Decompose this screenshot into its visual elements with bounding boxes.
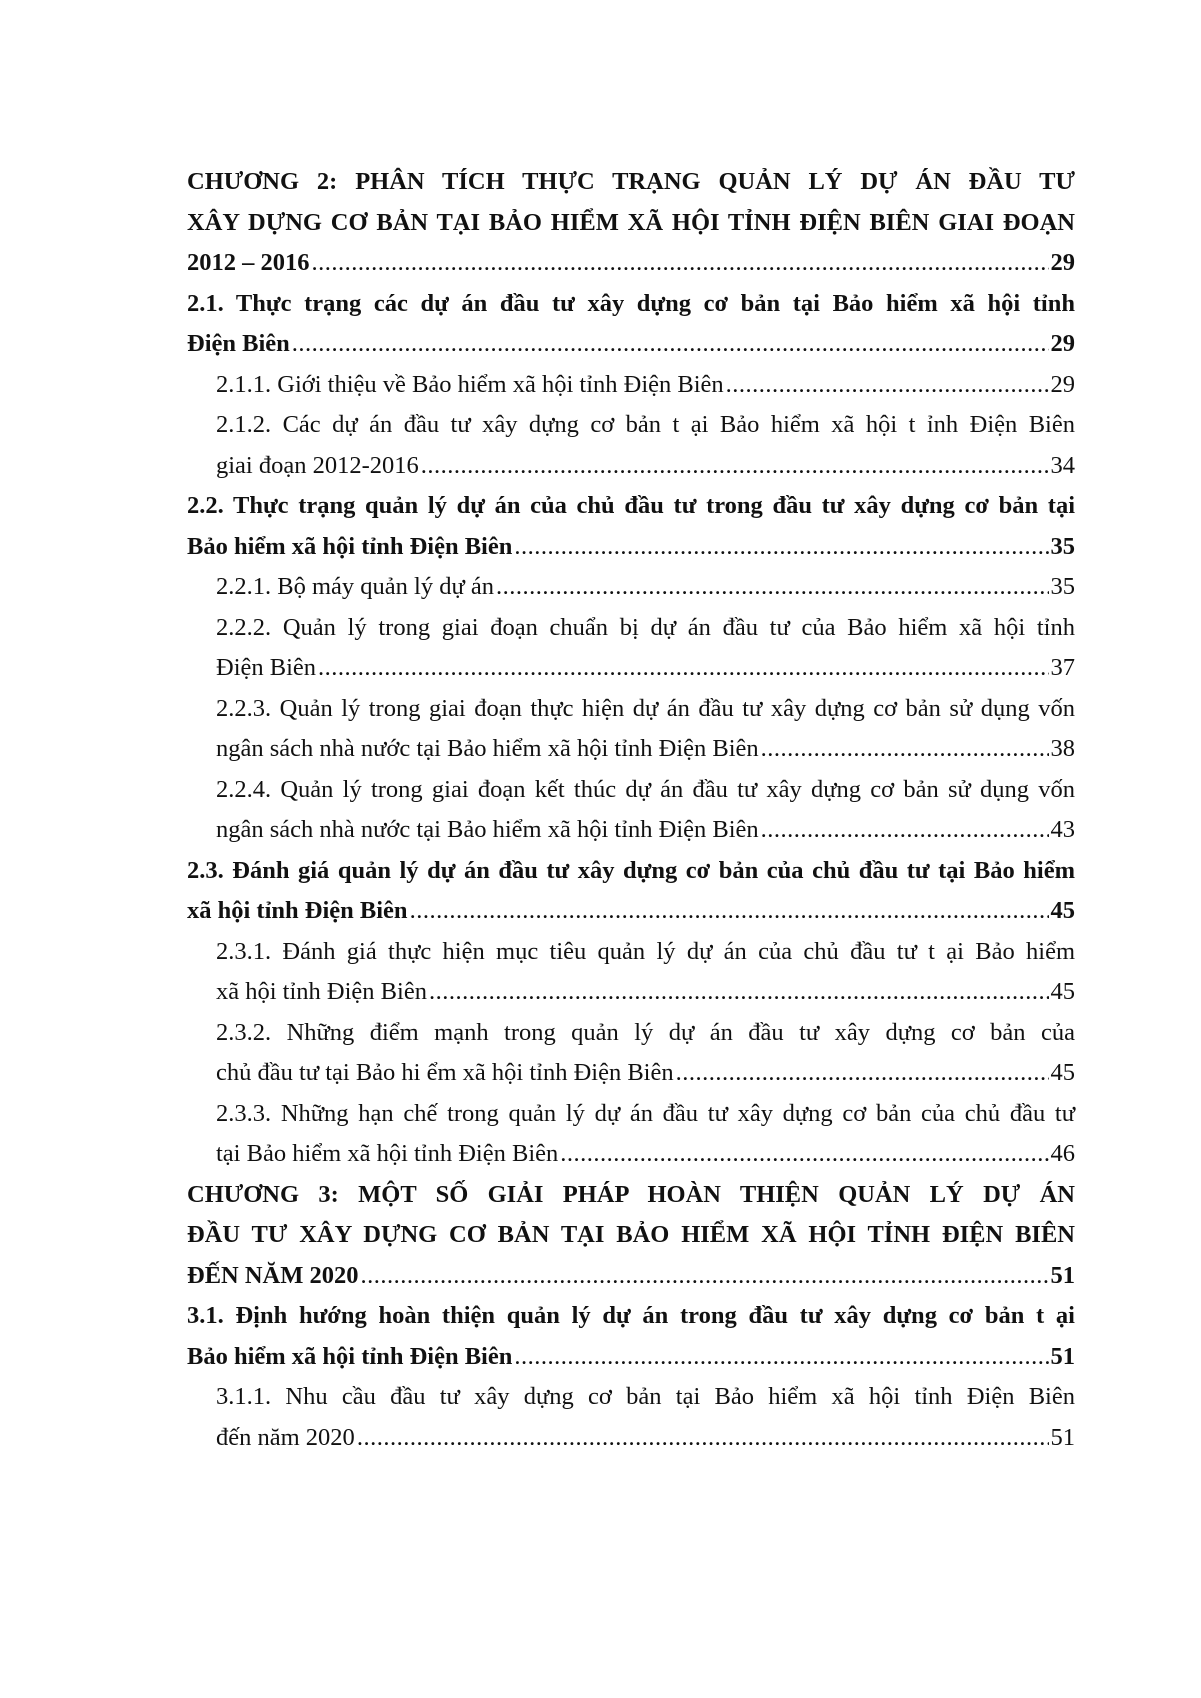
dot-leader — [292, 324, 1049, 365]
toc-subsection-entry — [187, 1377, 1075, 1458]
toc-page-number: 29 — [1050, 249, 1075, 276]
dot-leader — [429, 972, 1049, 1013]
dot-leader — [514, 527, 1048, 568]
toc-entry-text: CHƯƠNG 3: MỘT SỐ GIẢI PHÁP HOÀN THIỆN QUẢN LÝ DỰ ÁN — [187, 1180, 1075, 1208]
toc-page-number: 37 — [1050, 654, 1075, 681]
dot-leader — [357, 1418, 1049, 1459]
toc-page-number: 51 — [1050, 1342, 1075, 1370]
toc-subsection-entry — [187, 1013, 1075, 1094]
toc-entry-text: 2.2.2. Quản lý trong giai đoạn chuẩn bị dự án đầu tư của Bảo hiểm xã hội tỉnh — [216, 613, 1075, 641]
toc-page-number: 29 — [1050, 330, 1075, 357]
toc-entry-text: Điện Biên — [216, 654, 317, 681]
toc-entry-last-line — [187, 324, 1075, 365]
toc-entry-last-line — [187, 527, 1075, 568]
toc-subsection-entry — [187, 689, 1075, 770]
dot-leader — [421, 446, 1049, 487]
toc-subsection-entry — [187, 405, 1075, 486]
toc-entry-last-line — [216, 810, 1075, 851]
toc-entry-last-line — [216, 972, 1075, 1013]
toc-entry-text: 3.1.1. Nhu cầu đầu tư xây dựng cơ bản tại Bảo hiểm xã hội tỉnh Điện Biên — [216, 1383, 1075, 1410]
toc-entry-text: 3.1. Định hướng hoàn thiện quản lý dự án trong đầu tư xây dựng cơ bản t ại — [187, 1302, 1075, 1329]
toc-entry-text: Bảo hiểm xã hội tỉnh Điện Biên — [187, 1342, 513, 1370]
toc-subsection-entry — [187, 932, 1075, 1013]
toc-page-number: 35 — [1050, 532, 1075, 560]
toc-entry-text: ngân sách nhà nước tại Bảo hiểm xã hội tỉnh Điện Biên — [216, 735, 759, 762]
toc-entry-text: đến năm 2020 — [216, 1423, 355, 1451]
toc-section-entry — [187, 851, 1075, 932]
toc-entry-text: CHƯƠNG 2: PHÂN TÍCH THỰC TRẠNG QUẢN LÝ DỰ ÁN ĐẦU TƯ — [187, 168, 1075, 195]
toc-entry-last-line — [216, 567, 1075, 608]
toc-entry-text: xã hội tỉnh Điện Biên — [216, 978, 427, 1005]
toc-entry-text: 2.1.1. Giới thiệu về Bảo hiểm xã hội tỉnh Điện Biên — [216, 370, 724, 398]
toc-entry-last-line — [216, 1418, 1075, 1459]
dot-leader — [312, 243, 1049, 284]
toc-entry-text: 2.1. Thực trạng các dự án đầu tư xây dựng cơ bản tại Bảo hiểm xã hội tỉnh — [187, 289, 1075, 317]
toc-subsection-entry — [187, 770, 1075, 851]
toc-page-number: 45 — [1050, 897, 1075, 924]
dot-leader — [410, 891, 1049, 932]
toc-page-number: 45 — [1050, 1059, 1075, 1086]
toc-entry-text: 2.3.1. Đánh giá thực hiện mục tiêu quản lý dự án của chủ đầu tư t ại Bảo hiểm — [216, 937, 1075, 965]
toc-entry-last-line — [216, 1053, 1075, 1094]
dot-leader — [318, 648, 1048, 689]
toc-subsection-entry — [187, 1094, 1075, 1175]
toc-entry-text: tại Bảo hiểm xã hội tỉnh Điện Biên — [216, 1140, 559, 1167]
toc-page-number: 29 — [1050, 370, 1075, 398]
toc-page-number: 43 — [1050, 816, 1075, 843]
toc-chapter-entry — [187, 1175, 1075, 1297]
dot-leader — [726, 365, 1049, 406]
toc-entry-last-line — [187, 243, 1075, 284]
toc-entry-last-line — [187, 1256, 1075, 1297]
toc-entry-last-line — [216, 365, 1075, 406]
toc-entry-last-line — [187, 1337, 1075, 1378]
toc-page-number: 45 — [1050, 978, 1075, 1005]
toc-entry-text: 2.2.4. Quản lý trong giai đoạn kết thúc dự án đầu tư xây dựng cơ bản sử dụng vốn — [216, 775, 1075, 803]
toc-entry-text: 2.2. Thực trạng quản lý dự án của chủ đầu tư trong đầu tư xây dựng cơ bản tại — [187, 492, 1075, 519]
toc-entry-text: ĐẾN NĂM 2020 — [187, 1261, 359, 1289]
toc-entry-text: Bảo hiểm xã hội tỉnh Điện Biên — [187, 532, 513, 560]
toc-section-entry — [187, 284, 1075, 365]
toc-entry-last-line — [216, 648, 1075, 689]
toc-section-entry — [187, 1296, 1075, 1377]
dot-leader — [496, 567, 1049, 608]
toc-page-number: 51 — [1050, 1261, 1075, 1289]
toc-entry-text: xã hội tỉnh Điện Biên — [187, 897, 408, 924]
toc-entry-text: 2012 – 2016 — [187, 249, 310, 276]
toc-subsection-entry — [187, 365, 1075, 406]
toc-entry-last-line — [187, 891, 1075, 932]
toc-page-number: 35 — [1050, 573, 1075, 600]
dot-leader — [560, 1134, 1048, 1175]
toc-entry-text: 2.3.2. Những điểm mạnh trong quản lý dự án đầu tư xây dựng cơ bản của — [216, 1018, 1075, 1046]
toc-entry-text: chủ đầu tư tại Bảo hi ểm xã hội tỉnh Điện Biên — [216, 1059, 674, 1086]
toc-entry-text: ngân sách nhà nước tại Bảo hiểm xã hội tỉnh Điện Biên — [216, 816, 759, 843]
dot-leader — [761, 810, 1049, 851]
toc-entry-text: ĐẦU TƯ XÂY DỰNG CƠ BẢN TẠI BẢO HIỂM XÃ HỘI TỈNH ĐIỆN BIÊN — [187, 1221, 1075, 1248]
toc-entry-last-line — [216, 1134, 1075, 1175]
dot-leader — [676, 1053, 1049, 1094]
toc-entry-text: 2.1.2. Các dự án đầu tư xây dựng cơ bản t ại Bảo hiểm xã hội t ỉnh Điện Biên — [216, 411, 1075, 438]
toc-entry-last-line — [216, 729, 1075, 770]
toc-page-number: 34 — [1050, 451, 1075, 479]
dot-leader — [361, 1256, 1049, 1297]
toc-page-number: 38 — [1050, 735, 1075, 762]
toc-entry-text: 2.3. Đánh giá quản lý dự án đầu tư xây dựng cơ bản của chủ đầu tư tại Bảo hiểm — [187, 856, 1075, 884]
toc-entry-text: XÂY DỰNG CƠ BẢN TẠI BẢO HIỂM XÃ HỘI TỈNH ĐIỆN BIÊN GIAI ĐOẠN — [187, 208, 1075, 236]
toc-entry-text: 2.2.1. Bộ máy quản lý dự án — [216, 573, 494, 600]
toc-entry-text: 2.3.3. Những hạn chế trong quản lý dự án đầu tư xây dựng cơ bản của chủ đầu tư — [216, 1099, 1075, 1127]
table-of-contents — [187, 162, 1075, 1458]
toc-section-entry — [187, 486, 1075, 567]
dot-leader — [761, 729, 1049, 770]
toc-page-number: 51 — [1050, 1423, 1075, 1451]
toc-entry-text: 2.2.3. Quản lý trong giai đoạn thực hiện dự án đầu tư xây dựng cơ bản sử dụng vốn — [216, 694, 1075, 722]
toc-entry-text: giai đoạn 2012-2016 — [216, 451, 419, 479]
toc-entry-last-line — [216, 446, 1075, 487]
dot-leader — [514, 1337, 1048, 1378]
toc-page-number: 46 — [1050, 1140, 1075, 1167]
toc-chapter-entry — [187, 162, 1075, 284]
toc-entry-text: Điện Biên — [187, 330, 290, 357]
toc-subsection-entry — [187, 608, 1075, 689]
toc-subsection-entry — [187, 567, 1075, 608]
